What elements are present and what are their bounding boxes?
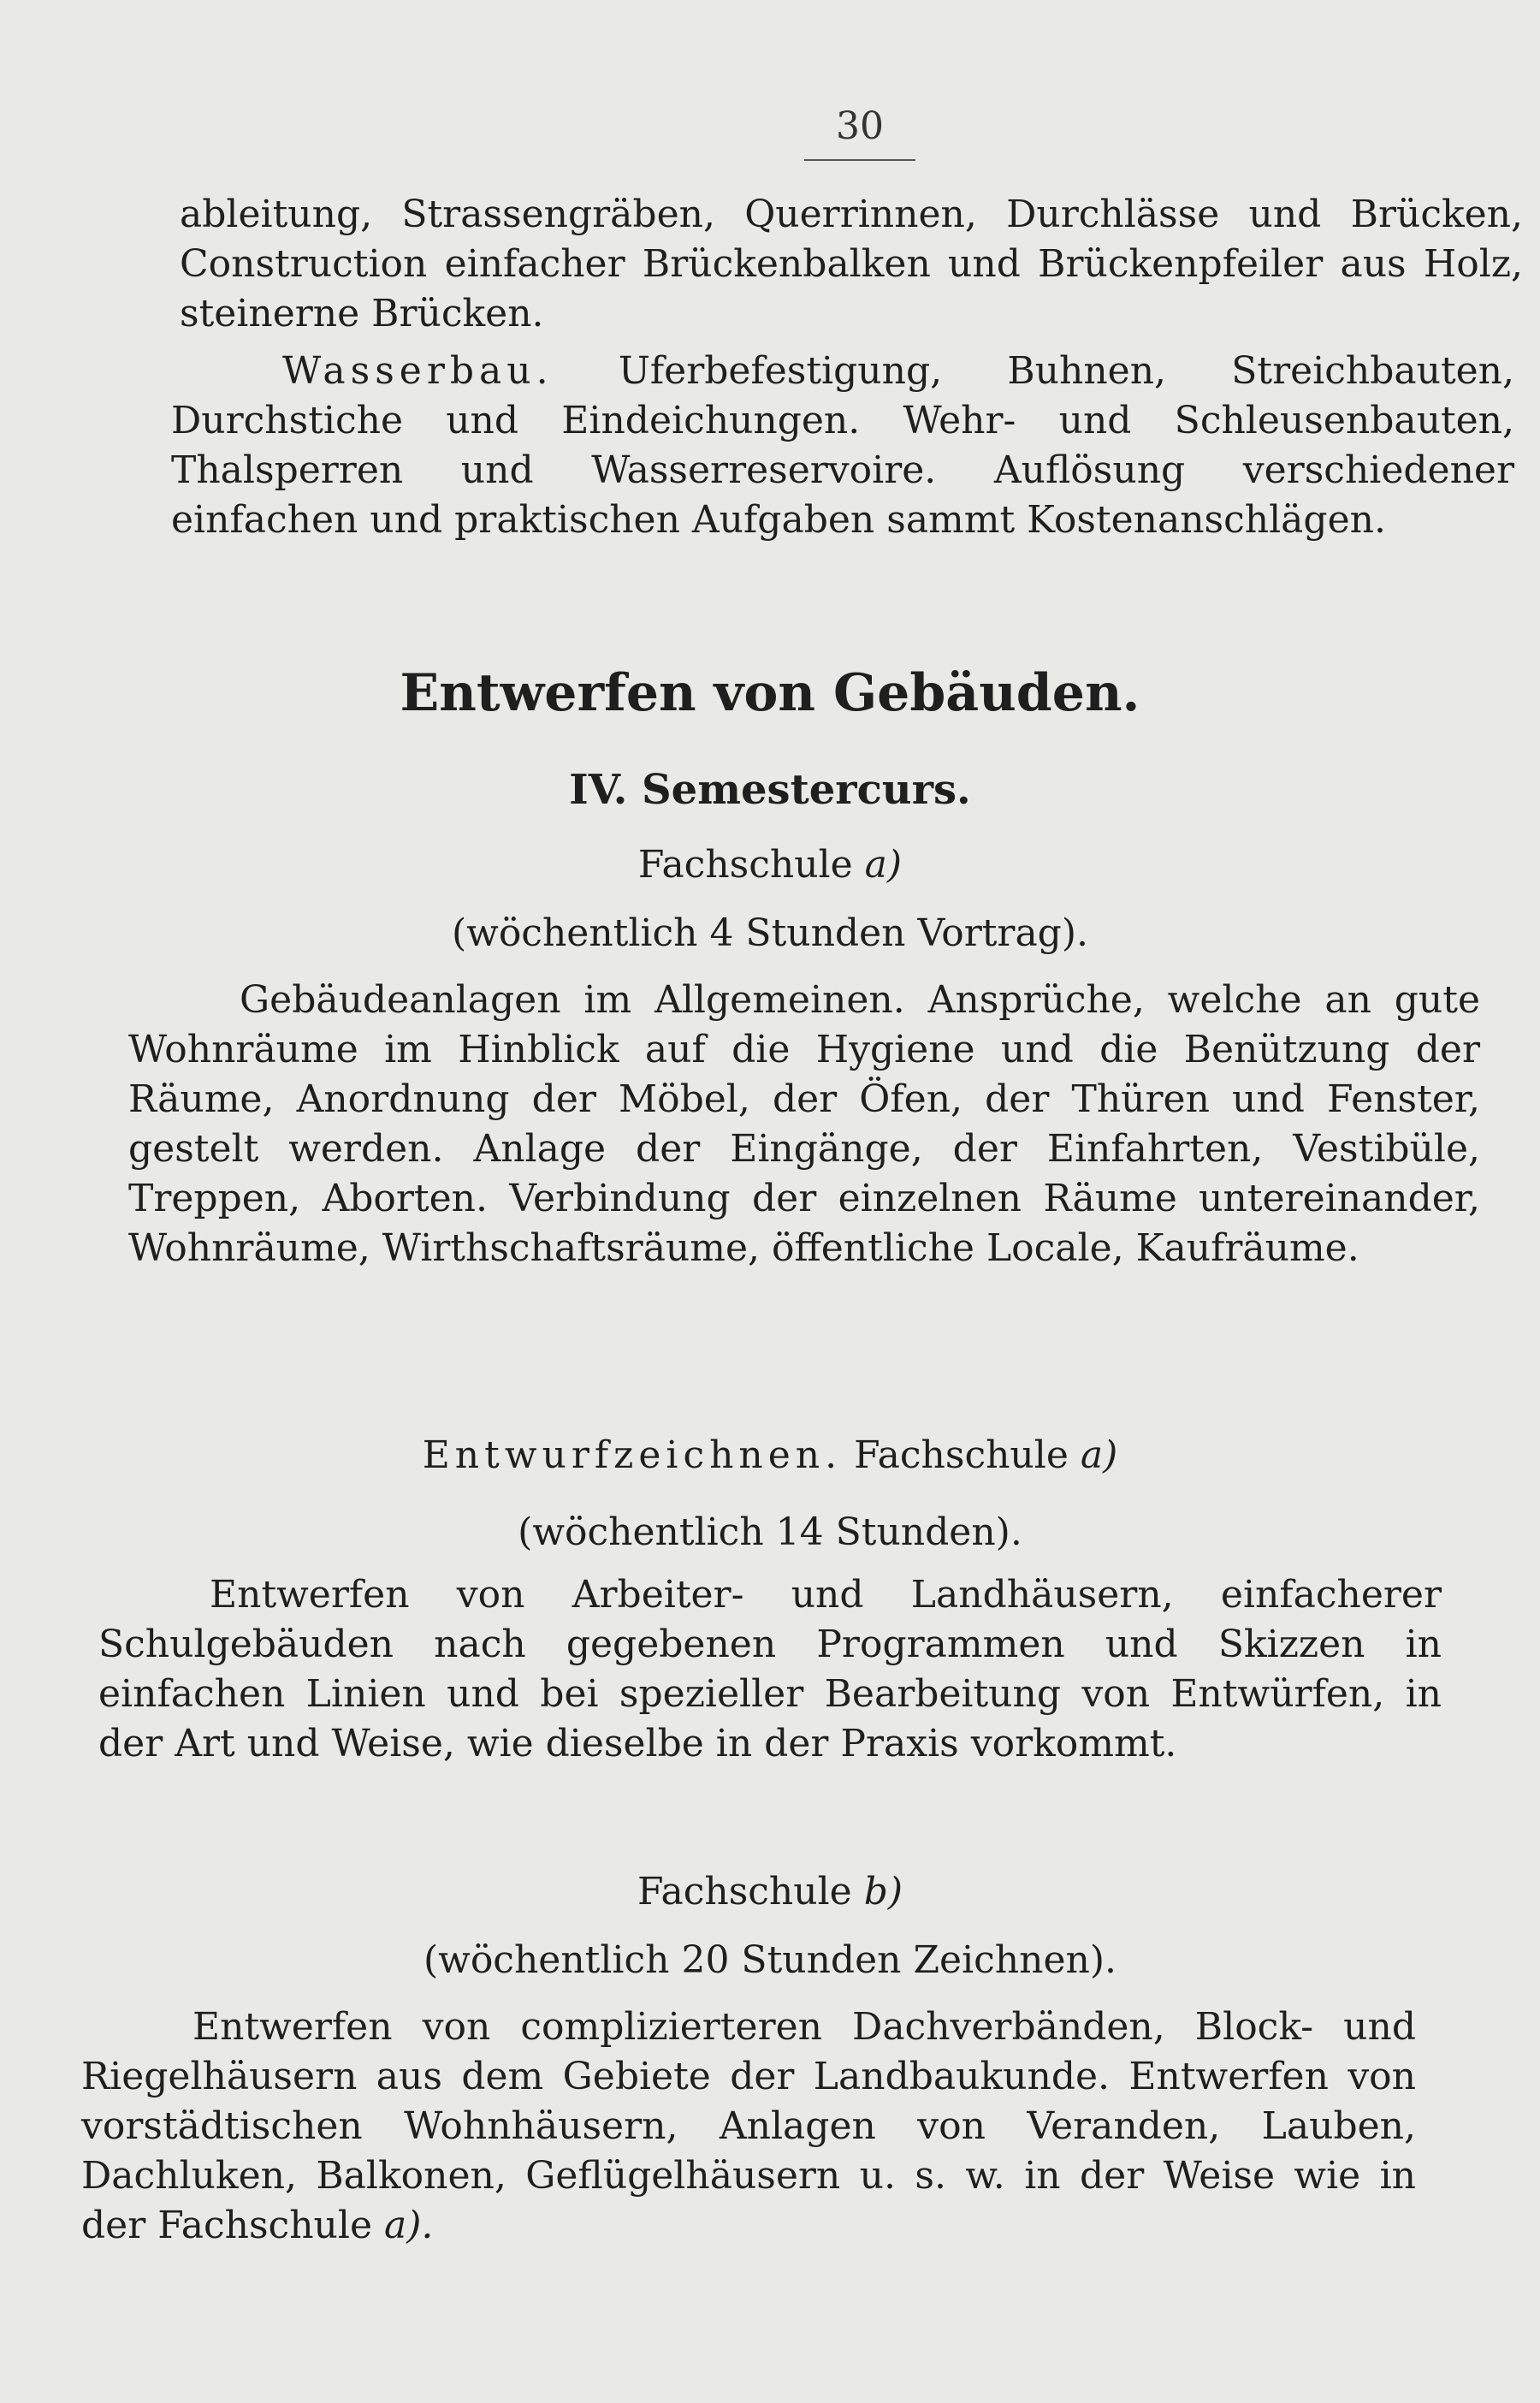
wasserbau-text: Uferbefestigung, Buhnen, Streichbauten, Durchstiche und Eindeichungen. Wehr- und Schleusenbauten, Thalsperren und Wasserreservoire. Auflösung verschiedener einfachen und praktischen Aufgaben sammt Kostenanschlägen. [171,349,1514,542]
entwerfen-arbeiter-paragraph: Entwerfen von Arbeiter- und Landhäusern, einfacherer Schulgebäuden nach gegebenen Programmen und Skizzen in einfachen Linien und bei spezieller Bearbeitung von Entwürfen, in der Art und Weise, wie dieselbe in der Praxis vorkommt. [98,1573,1442,1765]
entwerfen-dachverbaende-paragraph [81,2002,1416,2251]
entwerfen-dachverbaende-end: a). [384,2204,434,2247]
entwurfzeichnen-heading [0,1433,1540,1477]
hours-14: (wöchentlich 14 Stunden). [518,1510,1022,1554]
wasserbau-label: Wasserbau. [282,349,554,393]
section-title: Entwerfen von Gebäuden. [400,663,1140,723]
entwerfen-dachverbaende-text: Entwerfen von complizierteren Dachverbänden, Block- und Riegelhäusern aus dem Gebiete der Landbaukunde. Entwerfen von vorstädtischen Wohnhäusern, Anlagen von Veranden, Lauben, Dachluken, Balkonen, Geflügelhäusern u. s. w. in der Weise wie in der Fachschule [81,2005,1416,2247]
fachschule-b-letter: b) [863,1870,903,1914]
entwurfzeichnen-letter: a) [1080,1433,1118,1477]
fachschule-b-label: Fachschule [637,1870,852,1914]
gebaeudeanlagen-paragraph: Gebäudeanlagen im Allgemeinen. Ansprüche, welche an gute Wohnräume im Hinblick auf die Hygiene und die Benützung der Räume, Anordnung der Möbel, der Öfen, der Thüren und Fenster, gestelt werden. Anlage der Eingänge, der Einfahrten, Vestibüle, Treppen, Aborten. Verbindung der einzelnen Räume untereinander, Wohnräume, Wirthschaftsräume, öffentliche Locale, Kaufräume. [128,978,1480,1270]
hours-vortrag: (wöchentlich 4 Stunden Vortrag). [451,911,1088,955]
page-number-rule [804,159,915,161]
semester-heading: IV. Semestercurs. [569,766,971,814]
top-paragraph: ableitung, Strassengräben, Querrinnen, Durchlässe und Brücken, Construction einfacher Brückenbalken und Brückenpfeiler aus Holz, steinerne Brücken. [180,193,1523,335]
entwurfzeichnen-fachschule: Fachschule [842,1433,1069,1477]
wasserbau-paragraph [171,347,1514,545]
fachschule-b-heading [0,1870,1540,1914]
page-number: 30 [836,104,884,148]
entwurfzeichnen-label: Entwurfzeichnen. [422,1433,843,1477]
hours-20: (wöchentlich 20 Stunden Zeichnen). [423,1938,1116,1982]
fachschule-a-label: Fachschule [637,843,853,887]
fachschule-a-heading [0,843,1540,887]
fachschule-a-letter: a) [864,843,903,887]
